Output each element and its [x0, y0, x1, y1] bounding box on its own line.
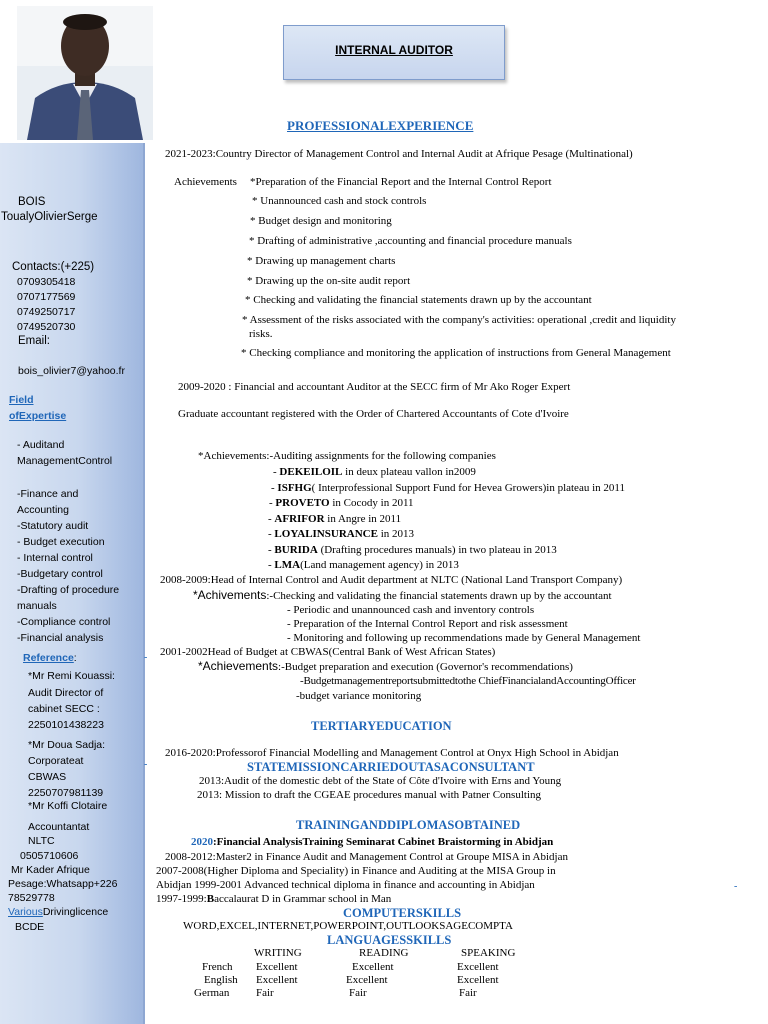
reference-line: Mr Kader Afrique	[11, 864, 90, 876]
company-item	[271, 482, 625, 495]
language-level: Excellent	[346, 974, 388, 986]
reference-line: 2250101438223	[28, 719, 104, 731]
phone-4: 0749520730	[17, 321, 76, 333]
expertise-item: - Budget execution	[17, 536, 105, 548]
job-3-achievement-first: :-Checking and validating the financial statements drawn up by the accountant	[266, 590, 612, 602]
company-item	[268, 528, 414, 541]
training-entry: Abidjan 1999-2001 Advanced technical diploma in finance and accounting in Abidjan	[156, 879, 535, 891]
job-title-box	[283, 25, 505, 80]
reference-heading	[23, 651, 77, 665]
company-detail: in Angre in 2011	[324, 513, 402, 525]
reference-line: 78529778	[8, 892, 55, 904]
company-item	[268, 544, 557, 557]
job-3-achievement: - Preparation of the Internal Control Report and risk assessment	[287, 618, 568, 630]
expertise-item: Accounting	[17, 504, 69, 516]
various-link[interactable]: Various	[8, 906, 43, 918]
training-text: :Financial AnalysisTraining Seminarat Cabinet Braistorming in Abidjan	[213, 836, 554, 848]
company-name: ISFHG	[277, 482, 312, 494]
language-skills-heading: LANGUAGESSKILLS	[327, 933, 452, 947]
job-3-achievements	[193, 589, 612, 603]
company-name: AFRIFOR	[274, 513, 325, 525]
reference-line: cabinet SECC :	[28, 703, 100, 715]
reference-line: 2250707981139	[28, 787, 104, 799]
job-title: INTERNAL AUDITOR	[335, 43, 453, 57]
reference-colon: :	[73, 652, 77, 664]
edit-mark: -	[144, 652, 148, 663]
training-entry: 2008-2012:Master2 in Finance Audit and Management Control at Groupe MISA in Abidjan	[165, 851, 568, 863]
reference-line: *Mr Koffi Clotaire	[28, 800, 108, 812]
job-4-achievement: -Budgetmanagementreportsubmittedtothe ChiefFinancialandAccountingOfficer	[300, 675, 636, 687]
company-name: LOYALINSURANCE	[274, 528, 378, 540]
expertise-item: manuals	[17, 600, 57, 612]
training-last-prefix: 1997-1999:	[156, 893, 207, 905]
licence-category: BCDE	[15, 921, 45, 933]
job-3-achievement: - Periodic and unannounced cash and inventory controls	[287, 604, 535, 616]
company-name: PROVETO	[275, 497, 330, 509]
language-name: German	[194, 987, 230, 999]
training-last-bold: B	[206, 893, 215, 905]
expertise-item: -Finance and	[17, 488, 79, 500]
reference-line: Pesage:Whatsapp+226	[8, 878, 118, 890]
profile-photo	[17, 6, 153, 140]
company-detail: ( Interprofessional Support Fund for Hevea Growers)in plateau in 2011	[311, 482, 625, 494]
edit-mark: -	[734, 881, 738, 892]
language-level: Excellent	[457, 961, 499, 973]
job-4-achievement: -budget variance monitoring	[296, 690, 422, 702]
company-detail: (Drafting procedures manuals) in two plateau in 2013	[317, 544, 557, 556]
expertise-item: - Auditand	[17, 439, 65, 451]
company-detail: in 2013	[377, 528, 414, 540]
job-4-achievements	[198, 660, 573, 674]
computer-skills-heading: COMPUTERSKILLS	[343, 906, 462, 920]
job-4-achievement-first: :-Budget preparation and execution (Governor's recommendations)	[278, 661, 573, 673]
language-level: Fair	[459, 987, 477, 999]
reference-line: CBWAS	[28, 771, 67, 783]
job-1-achievement: *Preparation of the Financial Report and the Internal Control Report	[250, 176, 552, 188]
reference-line: Audit Director of	[28, 687, 104, 699]
reference-line: *Mr Doua Sadja:	[28, 739, 106, 751]
language-level: Fair	[349, 987, 367, 999]
expertise-item: -Financial analysis	[17, 632, 104, 644]
phone-3: 0749250717	[17, 306, 76, 318]
language-level: Excellent	[256, 961, 298, 973]
expertise-title-1: Field	[9, 394, 34, 406]
training-entry-last	[156, 893, 391, 906]
company-dash: -	[269, 497, 276, 509]
reference-line: *Mr Remi Kouassi:	[28, 670, 115, 682]
company-dash: -	[268, 544, 275, 556]
language-level: Excellent	[256, 974, 298, 986]
mission-entry: 2013:Audit of the domestic debt of the State of Côte d'Ivoire with Erns and Young	[199, 775, 562, 787]
training-heading: TRAININGANDDIPLOMASOBTAINED	[296, 818, 521, 832]
phone-2: 0707177569	[17, 291, 76, 303]
various-line	[8, 905, 108, 919]
company-item	[273, 466, 476, 479]
expertise-item: -Compliance control	[17, 616, 111, 628]
professional-experience-heading: PROFESSIONALEXPERIENCE	[287, 118, 474, 133]
language-level: Excellent	[457, 974, 499, 986]
expertise-item: -Drafting of procedure	[17, 584, 120, 596]
job-1-achievement: * Checking compliance and monitoring the application of instructions from General Management	[241, 347, 671, 359]
reference-line: NLTC	[28, 835, 55, 847]
job-1-achievement: * Drawing up management charts	[247, 255, 396, 267]
training-entry: 2007-2008(Higher Diploma and Speciality) in Finance and Auditing at the MISA Group in	[156, 865, 556, 877]
reference-line: Corporateat	[28, 755, 84, 767]
contacts-label: Contacts:(+225)	[12, 261, 95, 273]
reference-line: 0505710606	[20, 850, 79, 862]
language-level: Fair	[256, 987, 274, 999]
expertise-title-2: ofExpertise	[9, 410, 67, 422]
company-name: DEKEILOIL	[279, 466, 343, 478]
job-1-achievement: risks.	[249, 328, 273, 340]
name-line-1: BOIS	[18, 196, 46, 208]
job-1-achievement: * Assessment of the risks associated with the company's activities: operational ,credit and liquidity	[242, 314, 676, 326]
job-1-achievement: * Drawing up the on-site audit report	[247, 275, 411, 287]
job-1-achievement: * Unannounced cash and stock controls	[252, 195, 427, 207]
job-1-achievement: * Budget design and monitoring	[250, 215, 392, 227]
company-name: BURIDA	[274, 544, 318, 556]
company-dash: -	[268, 559, 275, 571]
job-2-achievements: *Achievements:-Auditing assignments for the following companies	[198, 450, 496, 462]
job-3-achievements-label: *Achivements	[193, 588, 267, 602]
email-value[interactable]: bois_olivier7@yahoo.fr	[18, 365, 125, 377]
job-1: 2021-2023:Country Director of Management Control and Internal Audit at Afrique Pesage (Multinational)	[165, 148, 633, 160]
job-4: 2001-2002Head of Budget at CBWAS(Central Bank of West African States)	[160, 646, 496, 658]
expertise-item: - Internal control	[17, 552, 93, 564]
language-header-speaking: SPEAKING	[461, 947, 516, 959]
job-2: 2009-2020 : Financial and accountant Auditor at the SECC firm of Mr Ako Roger Expert	[178, 381, 571, 393]
tertiary-entry: 2016-2020:Professorof Financial Modelling and Management Control at Onyx High School in Abidjan	[165, 747, 619, 759]
training-year: 2020	[191, 836, 213, 848]
name-line-2: ToualyOlivierSerge	[1, 211, 98, 223]
job-1-achievement: * Checking and validating the financial statements drawn up by the accountant	[245, 294, 592, 306]
company-detail: in Cocody in 2011	[329, 497, 414, 509]
company-dash: -	[271, 482, 278, 494]
company-dash: -	[268, 528, 275, 540]
job-3-achievement: - Monitoring and following up recommendations made by General Management	[287, 632, 641, 644]
company-item	[269, 497, 414, 510]
language-name: English	[204, 974, 238, 986]
job-1-achievement: * Drafting of administrative ,accounting and financial procedure manuals	[249, 235, 572, 247]
company-dash: -	[268, 513, 275, 525]
expertise-item: ManagementControl	[17, 455, 113, 467]
job-1-achievements-label: Achievements	[174, 176, 237, 188]
phone-1: 0709305418	[17, 276, 76, 288]
reference-line: Accountantat	[28, 821, 90, 833]
reference-title: Reference	[23, 652, 74, 664]
expertise-item: -Statutory audit	[17, 520, 89, 532]
language-name: French	[202, 961, 233, 973]
company-name: LMA	[274, 559, 301, 571]
job-4-achievements-label: *Achievements	[198, 659, 279, 673]
job-2-subtitle: Graduate accountant registered with the Order of Chartered Accountants of Cote d'Ivoire	[178, 408, 569, 420]
expertise-item: -Budgetary control	[17, 568, 103, 580]
company-dash: -	[273, 466, 280, 478]
missions-heading: STATEMISSIONCARRIEDOUTASACONSULTANT	[247, 760, 535, 774]
computer-skills-list: WORD,EXCEL,INTERNET,POWERPOINT,OUTLOOKSAGECOMPTA	[183, 920, 513, 932]
company-item	[268, 559, 459, 572]
mission-entry: 2013: Mission to draft the CGEAE procedures manual with Patner Consulting	[197, 789, 542, 801]
company-detail: (Land management agency) in 2013	[300, 559, 459, 571]
email-label: Email:	[18, 335, 50, 347]
company-item	[268, 513, 401, 526]
sidebar	[0, 143, 148, 1024]
various-text: Drivinglicence	[42, 906, 109, 918]
company-detail: in deux plateau vallon in2009	[342, 466, 476, 478]
language-level: Excellent	[352, 961, 394, 973]
tertiary-education-heading: TERTIARYEDUCATION	[311, 719, 452, 733]
job-3: 2008-2009:Head of Internal Control and Audit department at NLTC (National Land Transport Company)	[160, 574, 623, 586]
language-header-writing: WRITING	[254, 947, 302, 959]
edit-mark: -	[144, 759, 148, 770]
training-entry-first	[191, 836, 553, 849]
training-last-rest: accalaurat D in Grammar school in Man	[214, 893, 392, 905]
language-header-reading: READING	[359, 947, 409, 959]
